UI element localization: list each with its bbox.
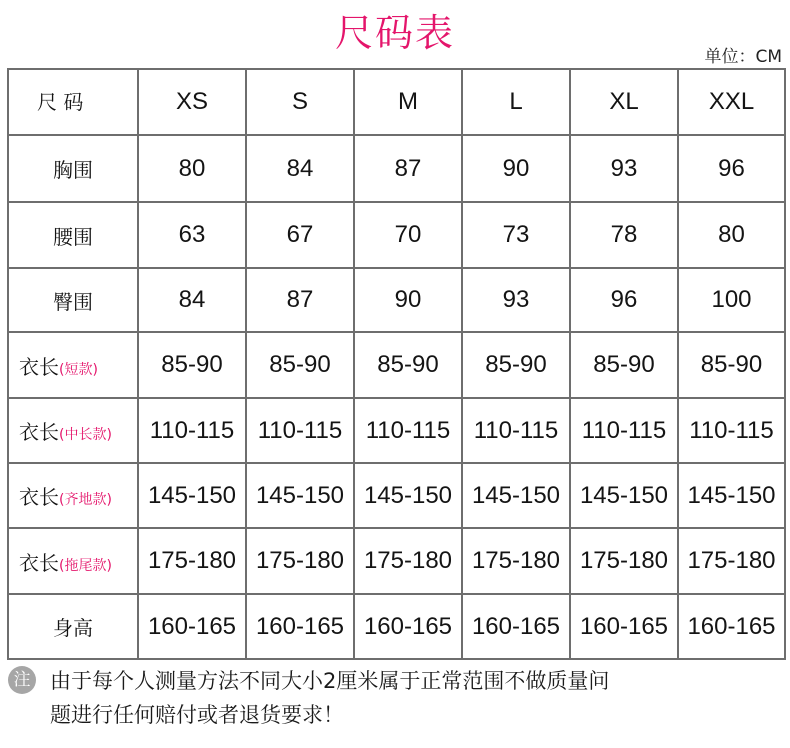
size-value-cell: 160-165	[354, 594, 462, 659]
note-text-2: 题进行任何赔付或者退货要求！	[50, 703, 344, 727]
size-value-cell: 80	[138, 135, 246, 202]
table-row	[8, 594, 785, 659]
size-value-cell: 175-180	[246, 528, 354, 594]
note-icon: 注	[8, 666, 36, 694]
size-value-cell: 93	[570, 135, 678, 202]
page-title: 尺码表	[334, 11, 455, 55]
row-label-sub: (拖尾款)	[59, 557, 112, 574]
row-label: 胸围	[53, 158, 93, 182]
row-label: 衣长	[19, 354, 59, 379]
size-value-cell: 67	[246, 202, 354, 268]
row-label-sub: (短款)	[59, 361, 98, 378]
row-label: 衣长	[19, 485, 59, 509]
note-text-1: 由于每个人测量方法不同大小2厘米属于正常范围不做质量问	[50, 669, 610, 693]
row-label-cell	[8, 528, 138, 594]
row-label: 臀围	[53, 289, 93, 314]
size-value-cell: 90	[354, 268, 462, 332]
row-label: 衣长	[19, 550, 59, 575]
row-label-cell	[8, 268, 138, 332]
size-value-cell: 110-115	[678, 398, 785, 463]
note-line-1	[8, 664, 778, 698]
size-value-cell: 85-90	[246, 332, 354, 398]
size-value-cell: 145-150	[462, 463, 570, 528]
size-value-cell: 90	[462, 135, 570, 202]
size-header-cell: XXL	[678, 69, 785, 135]
size-value-cell: 160-165	[570, 594, 678, 659]
row-label: 腰围	[53, 224, 93, 249]
size-value-cell: 78	[570, 202, 678, 268]
row-label-cell	[8, 135, 138, 202]
size-value-cell: 96	[570, 268, 678, 332]
size-value-cell: 80	[678, 202, 785, 268]
size-value-cell: 110-115	[462, 398, 570, 463]
size-value-cell: 63	[138, 202, 246, 268]
size-value-cell: 85-90	[462, 332, 570, 398]
size-value-cell: 84	[138, 268, 246, 332]
size-value-cell: 85-90	[678, 332, 785, 398]
size-value-cell: 110-115	[354, 398, 462, 463]
size-value-cell: 175-180	[354, 528, 462, 594]
row-label-sub: (齐地款)	[59, 492, 112, 508]
size-value-cell: 96	[678, 135, 785, 202]
row-label: 衣长	[19, 420, 59, 444]
table-row	[8, 398, 785, 463]
row-label-cell	[8, 594, 138, 659]
size-header-cell: L	[462, 69, 570, 135]
size-value-cell: 87	[354, 135, 462, 202]
size-value-cell: 110-115	[138, 398, 246, 463]
size-value-cell: 85-90	[570, 332, 678, 398]
note	[8, 664, 778, 732]
size-value-cell: 110-115	[570, 398, 678, 463]
size-value-cell: 70	[354, 202, 462, 268]
table-row	[8, 528, 785, 594]
size-value-cell: 175-180	[462, 528, 570, 594]
size-value-cell: 160-165	[138, 594, 246, 659]
row-label-sub: (中长款)	[59, 427, 112, 443]
size-header-cell: M	[354, 69, 462, 135]
size-value-cell: 160-165	[462, 594, 570, 659]
size-value-cell: 145-150	[354, 463, 462, 528]
table-row	[8, 332, 785, 398]
size-value-cell: 160-165	[678, 594, 785, 659]
size-value-cell: 73	[462, 202, 570, 268]
row-label-cell	[8, 463, 138, 528]
size-value-cell: 160-165	[246, 594, 354, 659]
table-row	[8, 463, 785, 528]
size-table	[7, 68, 786, 660]
size-value-cell: 175-180	[138, 528, 246, 594]
note-line-2	[8, 698, 778, 732]
row-label: 身高	[53, 616, 93, 640]
row-label-cell	[8, 202, 138, 268]
size-value-cell: 84	[246, 135, 354, 202]
size-value-cell: 85-90	[354, 332, 462, 398]
size-value-cell: 100	[678, 268, 785, 332]
size-value-cell: 110-115	[246, 398, 354, 463]
row-label-cell	[8, 332, 138, 398]
size-header-cell: XS	[138, 69, 246, 135]
size-value-cell: 145-150	[138, 463, 246, 528]
row-label-cell	[8, 398, 138, 463]
size-value-cell: 145-150	[570, 463, 678, 528]
header-row	[8, 69, 785, 135]
corner-cell: 尺 码	[8, 69, 138, 135]
size-value-cell: 85-90	[138, 332, 246, 398]
unit-label: 单位：CM	[704, 47, 782, 67]
size-value-cell: 145-150	[246, 463, 354, 528]
size-value-cell: 87	[246, 268, 354, 332]
size-value-cell: 175-180	[678, 528, 785, 594]
size-value-cell: 93	[462, 268, 570, 332]
size-value-cell: 175-180	[570, 528, 678, 594]
size-header-cell: S	[246, 69, 354, 135]
table-row	[8, 268, 785, 332]
size-header-cell: XL	[570, 69, 678, 135]
size-value-cell: 145-150	[678, 463, 785, 528]
table-row	[8, 202, 785, 268]
table-row	[8, 135, 785, 202]
